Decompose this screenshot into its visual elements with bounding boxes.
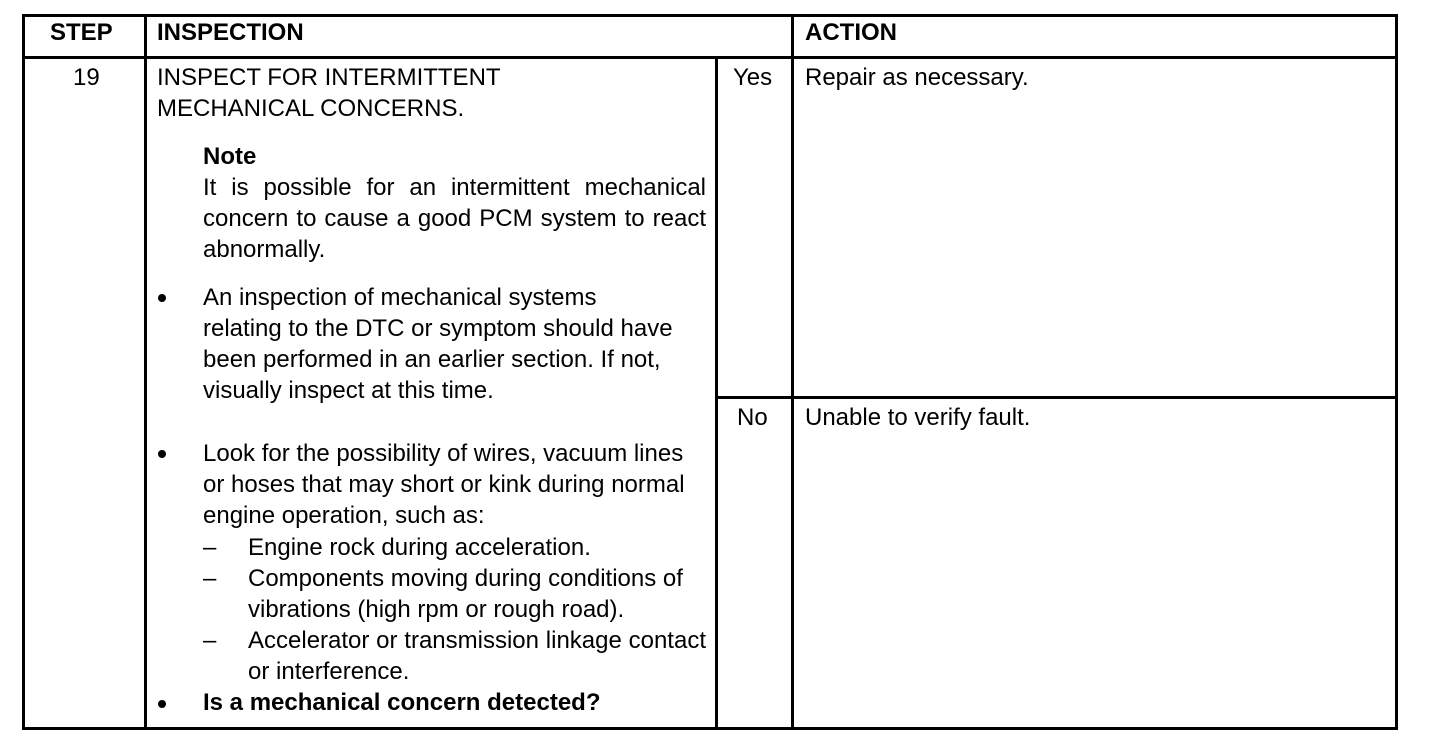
col-divider-step [144, 14, 147, 730]
bullet-item-1: An inspection of mechanical systems relating to the DTC or symptom should have been performed in an earlier section. If not, visually inspect at this time. [203, 284, 673, 404]
header-step: STEP [50, 19, 113, 46]
sub-item-1: Engine rock during acceleration. [248, 534, 591, 561]
yes-no-divider [715, 396, 1398, 399]
step-number: 19 [73, 64, 100, 91]
sub-item-3: Accelerator or transmission linkage contact or interference. [248, 627, 706, 685]
yes-label: Yes [733, 64, 773, 91]
header-inspection: INSPECTION [157, 19, 304, 46]
no-label: No [737, 404, 768, 431]
bullet-item-2: Look for the possibility of wires, vacuum lines or hoses that may short or kink during normal engine operation, such as: [203, 440, 685, 529]
bullet-icon [158, 450, 166, 458]
inspection-title-line2: MECHANICAL CONCERNS. [157, 95, 465, 122]
dash-icon: – [203, 534, 217, 561]
inspection-title-line1: INSPECT FOR INTERMITTENT [157, 64, 501, 91]
bullet-icon [158, 294, 166, 302]
yes-action: Repair as necessary. [805, 64, 1029, 91]
question: Is a mechanical concern detected? [203, 689, 601, 716]
no-action: Unable to verify fault. [805, 404, 1031, 431]
header-divider [22, 56, 1398, 59]
col-divider-answer [715, 58, 718, 730]
dash-icon: – [203, 565, 217, 592]
sub-item-2: Components moving during conditions of vibrations (high rpm or rough road). [248, 565, 683, 623]
note-text: It is possible for an intermittent mechanical concern to cause a good PCM system to react abnormally. [203, 174, 706, 263]
dash-icon: – [203, 627, 217, 654]
bullet-icon [158, 700, 166, 708]
note-heading: Note [203, 143, 257, 170]
header-action: ACTION [805, 19, 897, 46]
col-divider-action [791, 14, 794, 730]
